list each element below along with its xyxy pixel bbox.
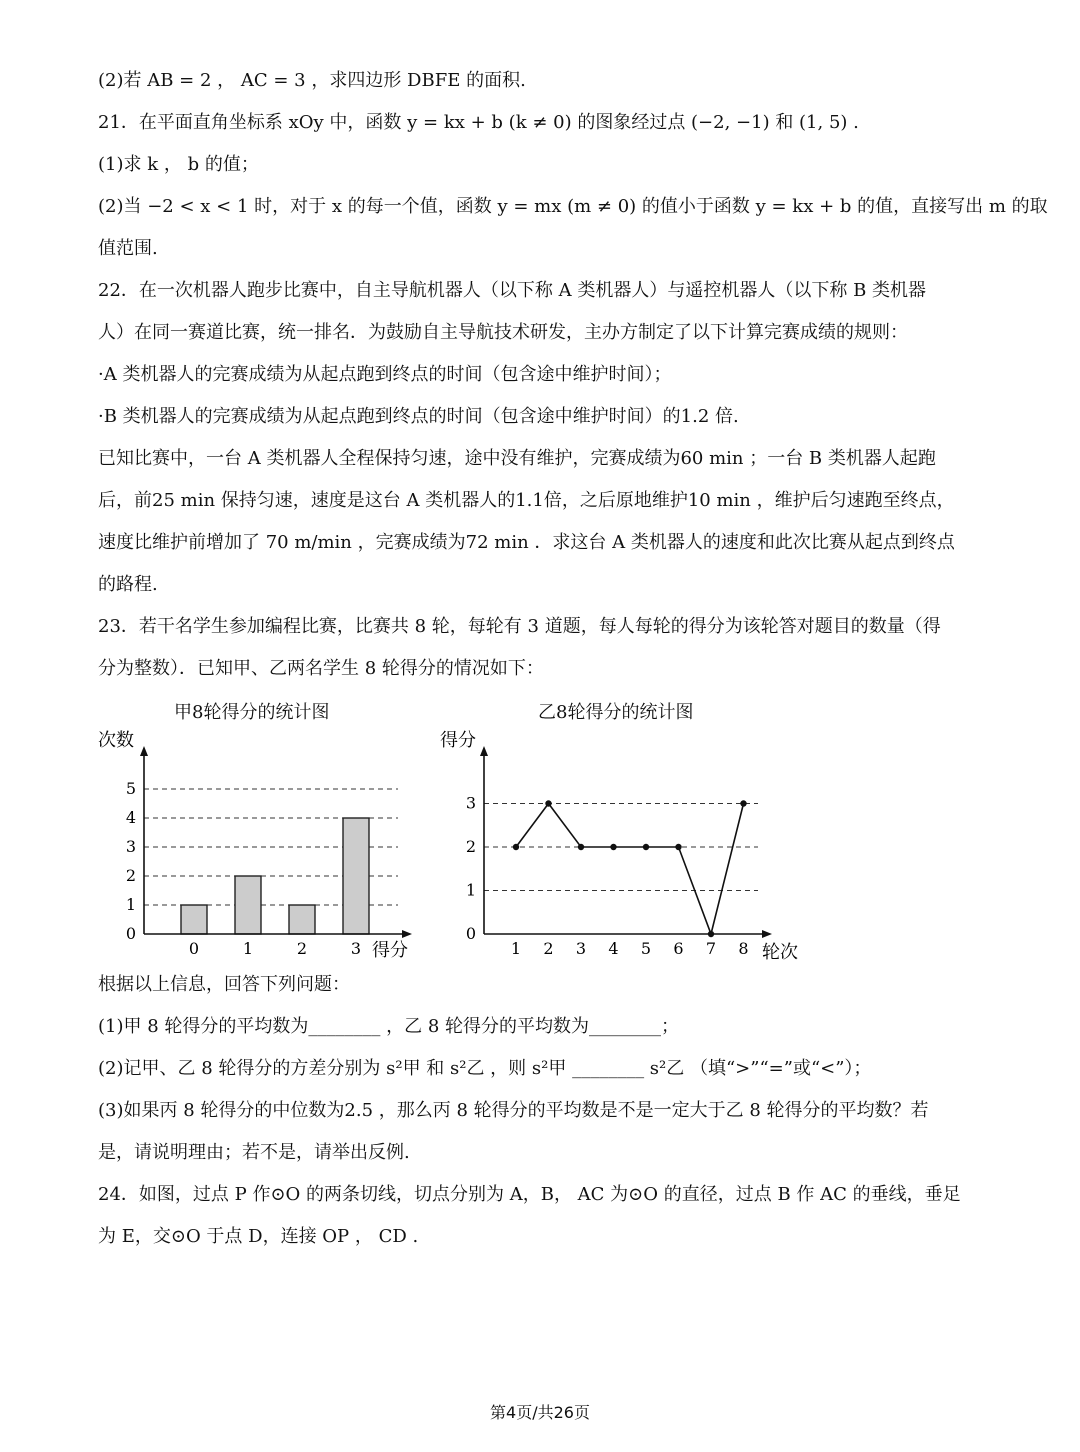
y-tick-label: 2 [125, 866, 136, 885]
chart-2-title: 乙8轮得分的统计图 [538, 702, 694, 723]
bar [343, 818, 369, 934]
data-point [545, 800, 551, 806]
data-point [740, 800, 746, 806]
question-23: 23．若干名学生参加编程比赛，比赛共 8 轮，每轮有 3 道题，每人每轮的得分为该轮答对题目的数量（得 [98, 616, 941, 637]
text-line: (1)求 k ， b 的值； [98, 154, 259, 175]
x-tick-label: 5 [640, 939, 652, 958]
bar [289, 905, 315, 934]
line-chart-yi [438, 722, 808, 962]
text-line: ·A 类机器人的完赛成绩为从起点跑到终点的时间（包含途中维护时间）； [98, 364, 672, 385]
y-axis-arrow [140, 746, 148, 756]
x-axis-arrow [402, 930, 412, 938]
text-line: 后，前25 min 保持匀速，速度是这台 A 类机器人的1.1倍，之后原地维护10 min ，维护后匀速跑至终点， [98, 490, 955, 511]
y-tick-label: 4 [125, 808, 136, 827]
y-axis-label: 得分 [440, 730, 476, 751]
text-line: 为 E，交⊙O 于点 D，连接 OP ， CD . [98, 1226, 419, 1247]
text-line: 值范围. [98, 238, 158, 259]
y-tick-label: 3 [125, 837, 136, 856]
x-tick-label: 7 [705, 939, 717, 958]
y-tick-label: 1 [125, 895, 136, 914]
question-24: 24．如图，过点 P 作⊙O 的两条切线，切点分别为 A，B， AC 为⊙O 的直径，过点 B 作 AC 的垂线，垂足 [98, 1184, 961, 1205]
x-tick-label: 2 [296, 939, 308, 958]
page-footer: 第4页/共26页 [490, 1403, 590, 1422]
x-tick-label: 6 [673, 939, 684, 958]
data-point [578, 844, 584, 850]
text-line: 分为整数）．已知甲、乙两名学生 8 轮得分的情况如下： [98, 658, 544, 679]
data-point [513, 844, 519, 850]
data-point [708, 931, 714, 937]
charts-area [98, 694, 978, 964]
text-line: (3)如果丙 8 轮得分的中位数为2.5 ，那么丙 8 轮得分的平均数是不是一定大于乙 8 轮得分的平均数？若 [98, 1100, 929, 1121]
x-tick-label: 3 [575, 939, 587, 958]
y-tick-label: 0 [465, 924, 476, 943]
data-point [610, 844, 616, 850]
bar-chart-jia [98, 722, 428, 962]
question-22: 22．在一次机器人跑步比赛中，自主导航机器人（以下称 A 类机器人）与遥控机器人（以下称 B 类机器 [98, 280, 927, 301]
x-tick-label: 2 [543, 939, 554, 958]
x-tick-label: 1 [510, 939, 522, 958]
x-tick-label: 0 [188, 939, 200, 958]
x-axis-label: 得分 [372, 940, 408, 961]
data-point [643, 844, 649, 850]
y-tick-label: 5 [125, 779, 136, 798]
x-axis-label: 轮次 [762, 942, 798, 962]
text-line: 已知比赛中，一台 A 类机器人全程保持匀速，途中没有维护，完赛成绩为60 min ；一台 B 类机器人起跑 [98, 448, 936, 469]
x-axis-arrow [762, 930, 772, 938]
text-line: (1)甲 8 轮得分的平均数为________ ，乙 8 轮得分的平均数为________； [98, 1016, 680, 1037]
x-tick-label: 1 [242, 939, 254, 958]
bar [235, 876, 261, 934]
text-line: 的路程. [98, 574, 158, 595]
x-tick-label: 3 [350, 939, 362, 958]
text-line: 速度比维护前增加了 70 m/min ，完赛成绩为72 min ．求这台 A 类机器人的速度和此次比赛从起点到终点 [98, 532, 955, 553]
y-tick-label: 3 [465, 793, 476, 813]
y-axis-arrow [480, 746, 488, 756]
y-tick-label: 1 [465, 880, 476, 900]
text-line: (2)当 −2 < x < 1 时，对于 x 的每一个值，函数 y = mx (m ≠ 0) 的值小于函数 y = kx + b 的值，直接写出 m 的取 [98, 196, 1048, 217]
question-21: 21．在平面直角坐标系 xOy 中，函数 y = kx + b (k ≠ 0) 的图象经过点 (−2, −1) 和 (1, 5) . [98, 112, 859, 133]
chart-1-title: 甲8轮得分的统计图 [174, 702, 330, 723]
text-line: 人）在同一赛道比赛，统一排名．为鼓励自主导航技术研发，主办方制定了以下计算完赛成绩的规则： [98, 322, 908, 343]
text-line: (2)记甲、乙 8 轮得分的方差分别为 s²甲 和 s²乙 ，则 s²甲 ________ s²乙 （填“>”“=”或“<”）； [98, 1058, 872, 1079]
x-tick-label: 4 [608, 939, 619, 958]
bar [181, 905, 207, 934]
y-tick-label: 2 [465, 837, 476, 856]
y-axis-label: 次数 [98, 730, 134, 751]
data-point [675, 844, 681, 850]
text-line: 根据以上信息，回答下列问题： [98, 974, 350, 995]
text-line: 是，请说明理由；若不是，请举出反例. [98, 1142, 410, 1163]
page-content [98, 60, 1048, 1258]
text-line: ·B 类机器人的完赛成绩为从起点跑到终点的时间（包含途中维护时间）的1.2 倍. [98, 406, 739, 427]
x-tick-label: 8 [738, 939, 749, 958]
series-line [516, 804, 744, 935]
text-line: (2)若 AB = 2 ， AC = 3 ，求四边形 DBFE 的面积. [98, 70, 526, 91]
y-tick-label: 0 [125, 924, 136, 943]
